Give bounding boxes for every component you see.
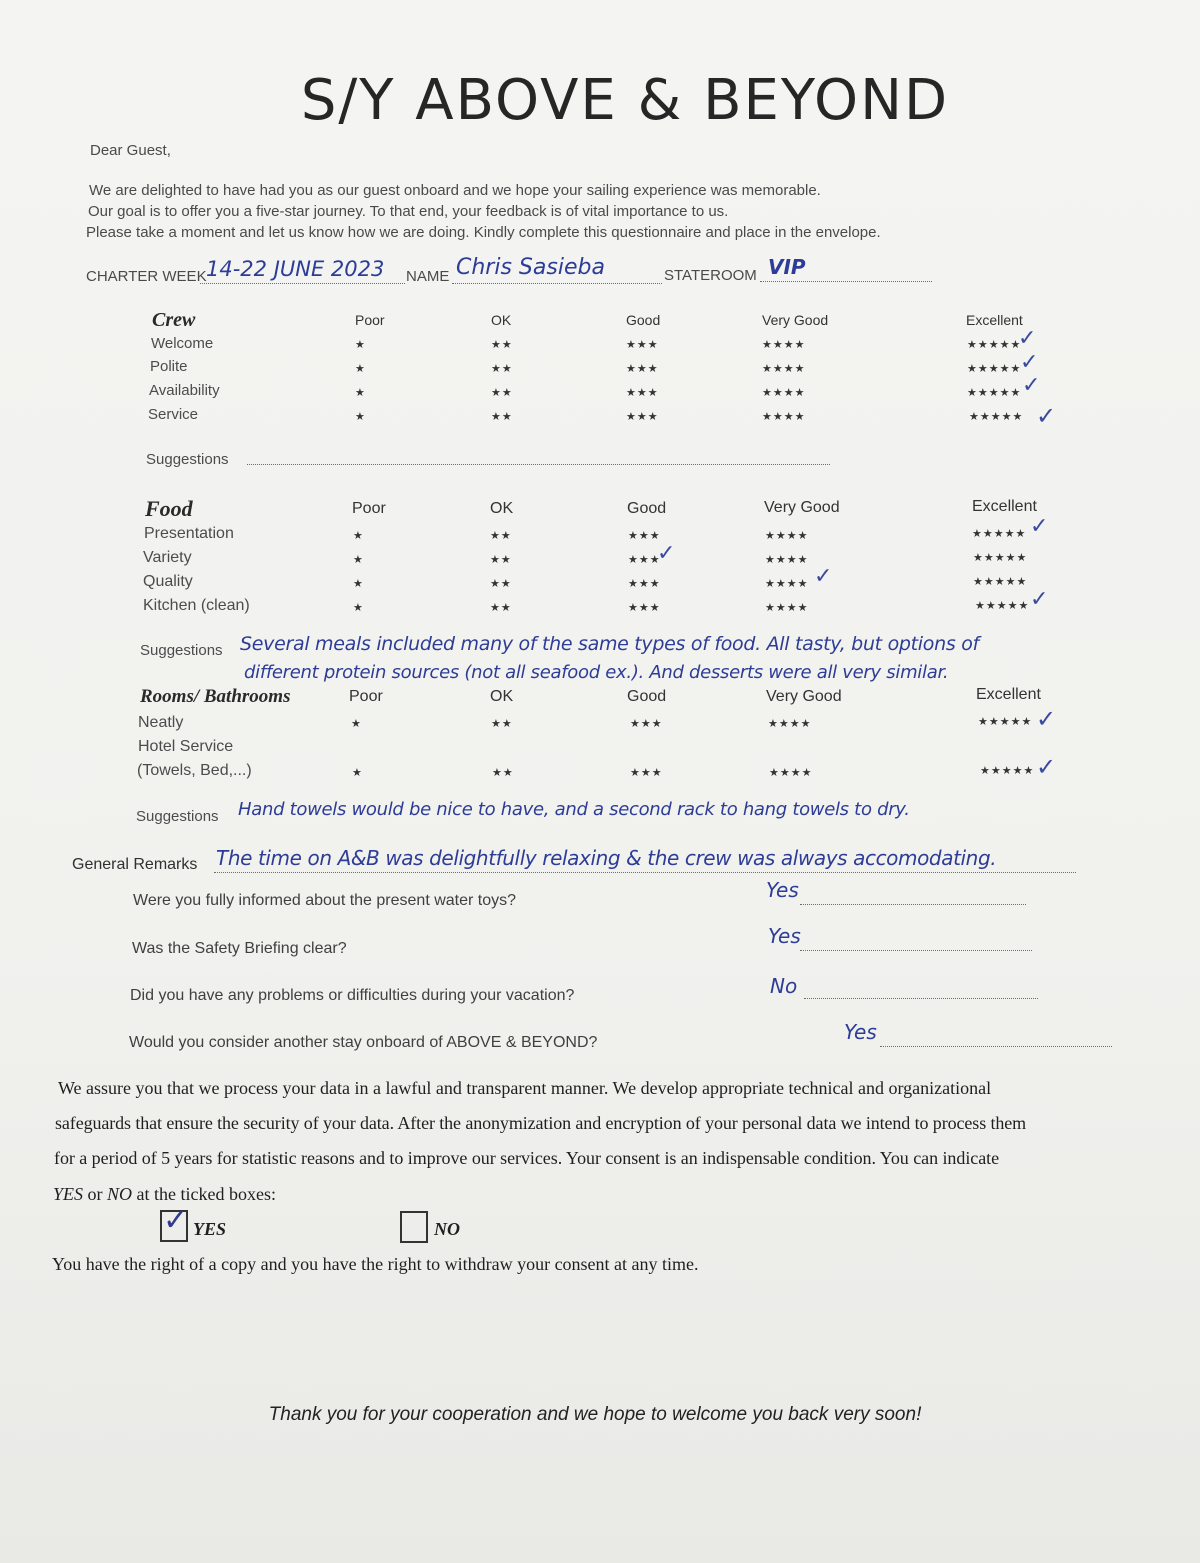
column-ok: OK [491, 312, 512, 328]
stateroom-field[interactable]: VIP [768, 255, 806, 279]
rating-good[interactable]: ★★★ [628, 530, 661, 542]
tick-mark-icon: ✓ [1036, 753, 1057, 781]
tick-mark-icon: ✓ [1020, 350, 1039, 375]
rating-very-good[interactable]: ★★★★ [768, 718, 812, 730]
food-row-label: Variety [143, 549, 192, 566]
rating-poor[interactable]: ★ [353, 602, 364, 614]
rating-very-good[interactable]: ★★★★ [765, 578, 809, 590]
rating-excellent[interactable]: ★★★★★ [972, 528, 1027, 540]
consent-no-label: NO [434, 1219, 460, 1239]
rating-poor[interactable]: ★ [355, 411, 366, 423]
privacy-or-word: or [83, 1184, 108, 1204]
rights-text: You have the right of a copy and you have the right to withdraw your consent at any time. [52, 1254, 699, 1274]
charter-week-line [200, 283, 405, 284]
answer-line [800, 950, 1032, 951]
column-excellent: Excellent [972, 498, 1037, 515]
greeting: Dear Guest, [90, 142, 171, 159]
page-title: S/Y ABOVE & BEYOND [300, 68, 950, 133]
rating-very-good[interactable]: ★★★★ [765, 602, 809, 614]
food-row-label: Kitchen (clean) [143, 597, 250, 614]
rating-ok[interactable]: ★★ [490, 602, 512, 614]
question-another-stay: Would you consider another stay onboard of ABOVE & BEYOND? [129, 1034, 598, 1051]
privacy-yes-word: YES [53, 1184, 84, 1204]
column-excellent: Excellent [976, 686, 1041, 703]
column-very-good: Very Good [762, 312, 829, 328]
rating-very-good[interactable]: ★★★★ [762, 387, 806, 399]
column-good: Good [627, 688, 667, 705]
intro-line: We are delighted to have had you as our guest onboard and we hope your sailing experience was memorable. [89, 182, 821, 199]
rating-ok[interactable]: ★★ [491, 387, 513, 399]
tick-mark-icon: ✓ [1030, 587, 1049, 612]
consent-no-checkbox[interactable] [400, 1211, 428, 1243]
tick-mark-icon: ✓ [814, 564, 833, 589]
rating-very-good[interactable]: ★★★★ [769, 767, 813, 779]
rating-good[interactable]: ★★★ [628, 554, 661, 566]
rating-good[interactable]: ★★★ [626, 387, 659, 399]
rating-very-good[interactable]: ★★★★ [762, 411, 806, 423]
rating-ok[interactable]: ★★ [491, 411, 513, 423]
charter-week-field[interactable]: 14-22 JUNE 2023 [206, 257, 385, 281]
rating-ok[interactable]: ★★ [491, 718, 513, 730]
rating-very-good[interactable]: ★★★★ [765, 530, 809, 542]
rating-excellent[interactable]: ★★★★★ [967, 339, 1022, 351]
name-line [452, 283, 662, 284]
answer-line [800, 904, 1026, 905]
rating-excellent[interactable]: ★★★★★ [967, 387, 1022, 399]
privacy-text: safeguards that ensure the security of your data. After the anonymization and encryption of your personal data we intend to process them [55, 1113, 1027, 1133]
question-problems: Did you have any problems or difficulties during your vacation? [130, 987, 575, 1004]
general-remarks-label: General Remarks [72, 856, 198, 873]
tick-mark-icon: ✓ [1030, 514, 1049, 539]
rating-ok[interactable]: ★★ [490, 578, 512, 590]
rating-ok[interactable]: ★★ [491, 339, 513, 351]
rating-ok[interactable]: ★★ [490, 530, 512, 542]
rating-excellent[interactable]: ★★★★★ [975, 600, 1030, 612]
food-row-label: Quality [143, 573, 193, 590]
crew-suggestions-line [247, 464, 830, 465]
column-ok: OK [490, 500, 514, 517]
crew-suggestions-label: Suggestions [146, 451, 229, 468]
answer-line [880, 1046, 1112, 1047]
answer-problems-field[interactable]: No [770, 974, 798, 998]
rating-poor[interactable]: ★ [355, 387, 366, 399]
food-row-label: Presentation [144, 525, 234, 542]
closing-message: Thank you for your cooperation and we hope to welcome you back very soon! [268, 1404, 922, 1425]
general-remarks-line [214, 872, 1076, 873]
rating-good[interactable]: ★★★ [630, 767, 663, 779]
crew-section-title: Crew [152, 309, 196, 331]
rooms-suggestions-field[interactable]: Hand towels would be nice to have, and a second rack to hang towels to dry. [238, 799, 910, 820]
rating-excellent[interactable]: ★★★★★ [978, 716, 1033, 728]
privacy-text: for a period of 5 years for statistic reasons and to improve our services. Your consent is an indispensable condition. You can indicate [54, 1148, 1000, 1168]
name-label: NAME [406, 268, 450, 285]
rating-excellent[interactable]: ★★★★★ [973, 576, 1028, 588]
rating-good[interactable]: ★★★ [626, 339, 659, 351]
consent-yes-label: YES [193, 1219, 227, 1239]
crew-row-label: Polite [150, 358, 188, 375]
rating-poor[interactable]: ★ [351, 718, 362, 730]
rooms-section-title: Rooms/ Bathrooms [140, 686, 291, 707]
rating-good[interactable]: ★★★ [628, 602, 661, 614]
rating-good[interactable]: ★★★ [630, 718, 663, 730]
column-good: Good [626, 312, 661, 328]
name-field[interactable]: Chris Sasieba [456, 255, 605, 280]
intro-line: Please take a moment and let us know how we are doing. Kindly complete this questionnaire and place in the envelope. [86, 224, 881, 241]
column-very-good: Very Good [764, 499, 840, 516]
food-section-title: Food [145, 496, 193, 521]
answer-safety-briefing-field[interactable]: Yes [768, 924, 801, 948]
check-mark-icon: ✓ [163, 1203, 189, 1238]
rating-poor[interactable]: ★ [353, 578, 364, 590]
food-suggestions-field[interactable]: Several meals included many of the same types of food. All tasty, but options of [240, 633, 979, 655]
answer-line [804, 998, 1038, 999]
question-water-toys: Were you fully informed about the present water toys? [133, 892, 517, 909]
rooms-row-label: Hotel Service [138, 738, 234, 755]
charter-week-label: CHARTER WEEK [86, 268, 207, 285]
rating-very-good[interactable]: ★★★★ [762, 339, 806, 351]
column-poor: Poor [349, 688, 383, 705]
tick-mark-icon: ✓ [1036, 402, 1057, 430]
privacy-text: We assure you that we process your data in a lawful and transparent manner. We develop appropriate technical and organizational [58, 1078, 992, 1098]
rating-excellent[interactable]: ★★★★★ [980, 765, 1035, 777]
privacy-no-word: NO [107, 1184, 133, 1204]
rating-very-good[interactable]: ★★★★ [765, 554, 809, 566]
crew-row-label: Welcome [151, 335, 214, 352]
tick-mark-icon: ✓ [657, 541, 676, 566]
column-ok: OK [490, 688, 514, 705]
general-remarks-field[interactable]: The time on A&B was delightfully relaxing & the crew was always accomodating. [216, 846, 997, 870]
food-suggestions-field-line2[interactable]: different protein sources (not all seafood ex.). And desserts were all very similar. [244, 662, 949, 683]
stateroom-line [760, 281, 932, 282]
rating-poor[interactable]: ★ [353, 554, 364, 566]
rating-poor[interactable]: ★ [355, 363, 366, 375]
crew-row-label: Service [148, 406, 199, 423]
column-poor: Poor [355, 312, 385, 328]
rating-poor[interactable]: ★ [355, 339, 366, 351]
rating-ok[interactable]: ★★ [492, 767, 514, 779]
column-excellent: Excellent [966, 312, 1023, 328]
column-poor: Poor [352, 500, 386, 517]
rooms-suggestions-label: Suggestions [136, 808, 219, 825]
tick-mark-icon: ✓ [1036, 705, 1057, 733]
rating-good[interactable]: ★★★ [628, 578, 661, 590]
question-safety-briefing: Was the Safety Briefing clear? [132, 940, 347, 957]
answer-another-stay-field[interactable]: Yes [844, 1020, 877, 1044]
rating-very-good[interactable]: ★★★★ [762, 363, 806, 375]
rating-ok[interactable]: ★★ [490, 554, 512, 566]
crew-row-label: Availability [149, 382, 220, 399]
column-very-good: Very Good [766, 688, 842, 705]
rating-excellent[interactable]: ★★★★★ [969, 411, 1024, 423]
privacy-instruction: at the ticked boxes: [132, 1184, 276, 1204]
intro-line: Our goal is to offer you a five-star journey. To that end, your feedback is of vital importance to us. [88, 203, 729, 220]
stateroom-label: STATEROOM [664, 267, 757, 284]
rooms-row-label: Neatly [138, 714, 184, 731]
rooms-row-sublabel: (Towels, Bed,...) [137, 762, 252, 779]
answer-water-toys-field[interactable]: Yes [766, 878, 799, 902]
tick-mark-icon: ✓ [1018, 326, 1037, 351]
food-suggestions-label: Suggestions [140, 642, 223, 659]
rating-poor[interactable]: ★ [353, 530, 364, 542]
column-good: Good [627, 500, 667, 517]
rating-ok[interactable]: ★★ [491, 363, 513, 375]
rating-excellent[interactable]: ★★★★★ [967, 363, 1022, 375]
rating-poor[interactable]: ★ [352, 767, 363, 779]
tick-mark-icon: ✓ [1022, 373, 1041, 398]
privacy-text [53, 1184, 276, 1205]
rating-excellent[interactable]: ★★★★★ [973, 552, 1028, 564]
rating-good[interactable]: ★★★ [626, 363, 659, 375]
rating-good[interactable]: ★★★ [626, 411, 659, 423]
